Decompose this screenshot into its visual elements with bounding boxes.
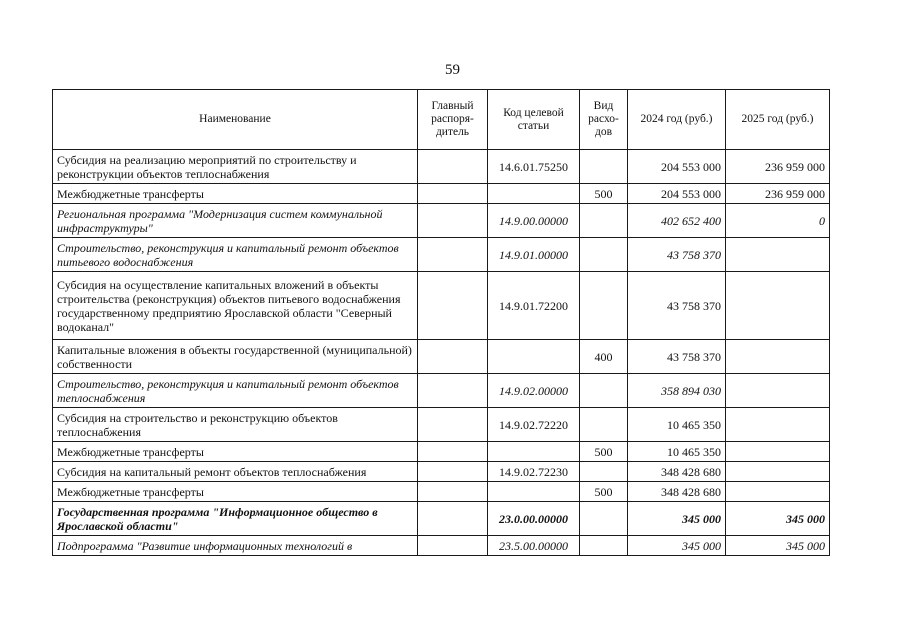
row-expense-type-cell: 400 bbox=[580, 340, 628, 374]
row-manager-cell bbox=[418, 442, 488, 462]
row-2025-amount bbox=[726, 272, 830, 340]
row-2025-amount: 345 000 bbox=[726, 536, 830, 556]
row-code-cell: 14.9.02.00000 bbox=[488, 374, 580, 408]
row-code-cell bbox=[488, 184, 580, 204]
row-2025-amount bbox=[726, 340, 830, 374]
header-name: Наименование bbox=[53, 90, 418, 150]
row-2024-amount: 204 553 000 bbox=[628, 184, 726, 204]
row-manager-cell bbox=[418, 536, 488, 556]
row-manager-cell bbox=[418, 462, 488, 482]
row-code-cell: 14.9.01.72200 bbox=[488, 272, 580, 340]
row-name-cell: Межбюджетные трансферты bbox=[53, 184, 418, 204]
row-expense-type-cell bbox=[580, 204, 628, 238]
table-row bbox=[53, 408, 830, 442]
row-code-cell: 14.9.02.72220 bbox=[488, 408, 580, 442]
row-expense-type-cell: 500 bbox=[580, 184, 628, 204]
table-row bbox=[53, 442, 830, 462]
row-expense-type-cell bbox=[580, 462, 628, 482]
row-expense-type-cell bbox=[580, 238, 628, 272]
row-2025-amount bbox=[726, 442, 830, 462]
page-number: 59 bbox=[445, 62, 460, 78]
row-manager-cell bbox=[418, 374, 488, 408]
row-2025-amount bbox=[726, 408, 830, 442]
table-row bbox=[53, 536, 830, 556]
table-row bbox=[53, 482, 830, 502]
row-name-cell: Строительство, реконструкция и капитальный ремонт объектов питьевого водоснабжения bbox=[53, 238, 418, 272]
row-2024-amount: 43 758 370 bbox=[628, 238, 726, 272]
row-manager-cell bbox=[418, 408, 488, 442]
row-code-cell: 23.5.00.00000 bbox=[488, 536, 580, 556]
row-expense-type-cell: 500 bbox=[580, 442, 628, 462]
row-manager-cell bbox=[418, 502, 488, 536]
row-2025-amount bbox=[726, 374, 830, 408]
row-code-cell bbox=[488, 442, 580, 462]
row-manager-cell bbox=[418, 482, 488, 502]
row-name-cell: Субсидия на строительство и реконструкцию объектов теплоснабжения bbox=[53, 408, 418, 442]
row-code-cell bbox=[488, 340, 580, 374]
row-name-cell: Региональная программа "Модернизация систем коммунальной инфраструктуры" bbox=[53, 204, 418, 238]
table-row bbox=[53, 272, 830, 340]
row-expense-type-cell bbox=[580, 536, 628, 556]
row-2024-amount: 10 465 350 bbox=[628, 408, 726, 442]
row-code-cell: 14.9.02.72230 bbox=[488, 462, 580, 482]
row-2025-amount bbox=[726, 482, 830, 502]
row-name-cell: Капитальные вложения в объекты государственной (муниципальной) собственности bbox=[53, 340, 418, 374]
row-code-cell: 14.9.01.00000 bbox=[488, 238, 580, 272]
row-manager-cell bbox=[418, 272, 488, 340]
table-row bbox=[53, 238, 830, 272]
row-manager-cell bbox=[418, 204, 488, 238]
row-name-cell: Государственная программа "Информационное общество в Ярославской области" bbox=[53, 502, 418, 536]
table-row bbox=[53, 150, 830, 184]
row-name-cell: Подпрограмма "Развитие информационных технологий в bbox=[53, 536, 418, 556]
row-code-cell: 14.9.00.00000 bbox=[488, 204, 580, 238]
header-expense-type: Вид расхо- дов bbox=[580, 90, 628, 150]
row-2024-amount: 345 000 bbox=[628, 502, 726, 536]
table-header-row bbox=[53, 90, 830, 150]
table-row bbox=[53, 340, 830, 374]
row-2024-amount: 345 000 bbox=[628, 536, 726, 556]
row-expense-type-cell bbox=[580, 408, 628, 442]
row-name-cell: Субсидия на реализацию мероприятий по строительству и реконструкции объектов теплоснабжения bbox=[53, 150, 418, 184]
table-body bbox=[53, 150, 830, 556]
row-2024-amount: 43 758 370 bbox=[628, 272, 726, 340]
row-expense-type-cell bbox=[580, 272, 628, 340]
header-code: Код целевой статьи bbox=[488, 90, 580, 150]
row-2025-amount bbox=[726, 238, 830, 272]
row-name-cell: Строительство, реконструкция и капитальный ремонт объектов теплоснабжения bbox=[53, 374, 418, 408]
row-2024-amount: 348 428 680 bbox=[628, 482, 726, 502]
row-manager-cell bbox=[418, 150, 488, 184]
row-2025-amount: 236 959 000 bbox=[726, 184, 830, 204]
row-code-cell: 14.6.01.75250 bbox=[488, 150, 580, 184]
row-2024-amount: 358 894 030 bbox=[628, 374, 726, 408]
header-2024: 2024 год (руб.) bbox=[628, 90, 726, 150]
row-2024-amount: 10 465 350 bbox=[628, 442, 726, 462]
row-expense-type-cell bbox=[580, 374, 628, 408]
row-expense-type-cell bbox=[580, 150, 628, 184]
row-name-cell: Межбюджетные трансферты bbox=[53, 482, 418, 502]
row-2024-amount: 402 652 400 bbox=[628, 204, 726, 238]
row-code-cell: 23.0.00.00000 bbox=[488, 502, 580, 536]
table-row bbox=[53, 462, 830, 482]
table-row bbox=[53, 184, 830, 204]
row-manager-cell bbox=[418, 340, 488, 374]
table-row bbox=[53, 502, 830, 536]
row-2025-amount: 0 bbox=[726, 204, 830, 238]
row-name-cell: Субсидия на капитальный ремонт объектов теплоснабжения bbox=[53, 462, 418, 482]
row-2024-amount: 43 758 370 bbox=[628, 340, 726, 374]
row-name-cell: Межбюджетные трансферты bbox=[53, 442, 418, 462]
header-manager: Главный распоря- дитель bbox=[418, 90, 488, 150]
row-code-cell bbox=[488, 482, 580, 502]
row-expense-type-cell bbox=[580, 502, 628, 536]
row-2025-amount: 236 959 000 bbox=[726, 150, 830, 184]
row-2024-amount: 348 428 680 bbox=[628, 462, 726, 482]
row-manager-cell bbox=[418, 184, 488, 204]
row-2025-amount: 345 000 bbox=[726, 502, 830, 536]
table-row bbox=[53, 374, 830, 408]
row-name-cell: Субсидия на осуществление капитальных вложений в объекты строительства (реконструкция) объектов питьевого водоснабжения государственному предприятию Ярославской области "Северный водоканал" bbox=[53, 272, 418, 340]
header-2025: 2025 год (руб.) bbox=[726, 90, 830, 150]
row-manager-cell bbox=[418, 238, 488, 272]
row-expense-type-cell: 500 bbox=[580, 482, 628, 502]
row-2024-amount: 204 553 000 bbox=[628, 150, 726, 184]
budget-table bbox=[52, 89, 830, 556]
table-row bbox=[53, 204, 830, 238]
row-2025-amount bbox=[726, 462, 830, 482]
